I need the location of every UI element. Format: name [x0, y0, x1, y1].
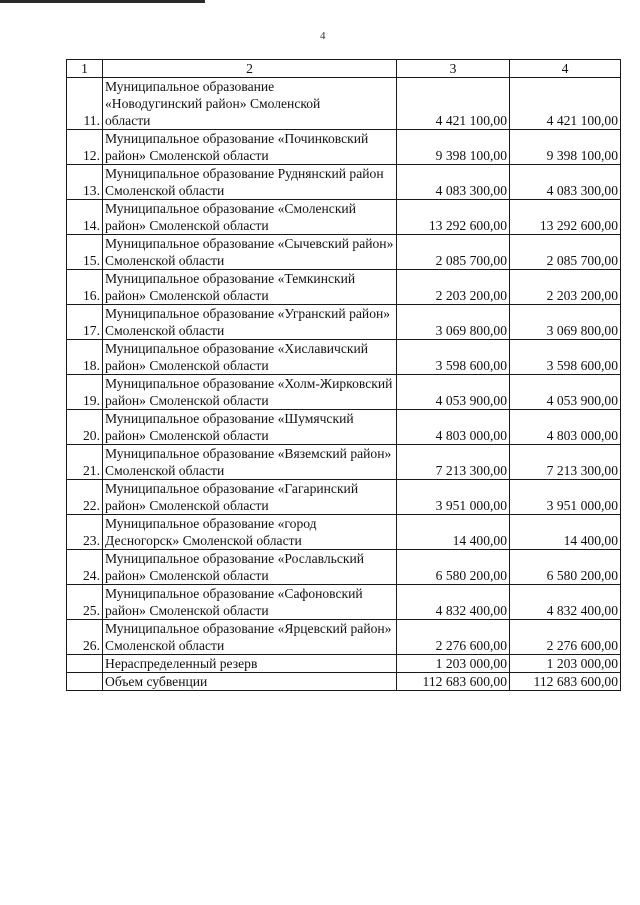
row-value-col4: 7 213 300,00	[510, 445, 621, 480]
row-value-col4: 2 085 700,00	[510, 235, 621, 270]
row-number: 21.	[67, 445, 103, 480]
header-col-2: 2	[103, 60, 397, 78]
row-value-col3: 3 598 600,00	[397, 340, 510, 375]
row-value-col3: 6 580 200,00	[397, 550, 510, 585]
row-number: 13.	[67, 165, 103, 200]
table-row	[67, 410, 621, 445]
subvention-table	[66, 59, 621, 691]
row-value-col4: 9 398 100,00	[510, 130, 621, 165]
row-value-col3: 3 069 800,00	[397, 305, 510, 340]
table-row	[67, 515, 621, 550]
header-col-1: 1	[67, 60, 103, 78]
row-name: Муниципальное образование «Сычевский район» Смоленской области	[103, 235, 397, 270]
table-row	[67, 445, 621, 480]
row-value-col4: 2 276 600,00	[510, 620, 621, 655]
row-value-col4: 4 832 400,00	[510, 585, 621, 620]
table-row	[67, 585, 621, 620]
row-name: Муниципальное образование «Ярцевский район» Смоленской области	[103, 620, 397, 655]
row-value-col3: 112 683 600,00	[397, 673, 510, 691]
row-value-col4: 1 203 000,00	[510, 655, 621, 673]
row-number: 12.	[67, 130, 103, 165]
row-value-col3: 2 276 600,00	[397, 620, 510, 655]
row-value-col3: 2 203 200,00	[397, 270, 510, 305]
header-col-3: 3	[397, 60, 510, 78]
table-row	[67, 340, 621, 375]
scan-edge-mark	[0, 0, 205, 3]
table-row	[67, 375, 621, 410]
row-number: 15.	[67, 235, 103, 270]
table-row	[67, 620, 621, 655]
table-row	[67, 78, 621, 130]
row-number: 11.	[67, 78, 103, 130]
table-row-reserve	[67, 655, 621, 673]
table-row	[67, 305, 621, 340]
row-name: Объем субвенции	[103, 673, 397, 691]
row-number: 26.	[67, 620, 103, 655]
row-number: 17.	[67, 305, 103, 340]
row-value-col3: 7 213 300,00	[397, 445, 510, 480]
row-name: Муниципальное образование «Гагаринский район» Смоленской области	[103, 480, 397, 515]
row-value-col3: 4 083 300,00	[397, 165, 510, 200]
row-name: Муниципальное образование «Рославльский район» Смоленской области	[103, 550, 397, 585]
row-number: 24.	[67, 550, 103, 585]
table-row	[67, 200, 621, 235]
row-number: 18.	[67, 340, 103, 375]
row-value-col4: 13 292 600,00	[510, 200, 621, 235]
row-value-col3: 4 421 100,00	[397, 78, 510, 130]
row-name: Нераспределенный резерв	[103, 655, 397, 673]
row-name: Муниципальное образование «Сафоновский район» Смоленской области	[103, 585, 397, 620]
row-number	[67, 673, 103, 691]
table-row	[67, 480, 621, 515]
table-row-total	[67, 673, 621, 691]
row-value-col3: 9 398 100,00	[397, 130, 510, 165]
row-value-col4: 112 683 600,00	[510, 673, 621, 691]
row-value-col4: 6 580 200,00	[510, 550, 621, 585]
row-value-col3: 2 085 700,00	[397, 235, 510, 270]
row-name: Муниципальное образование «город Десногорск» Смоленской области	[103, 515, 397, 550]
row-value-col3: 1 203 000,00	[397, 655, 510, 673]
row-number: 25.	[67, 585, 103, 620]
row-value-col3: 4 053 900,00	[397, 375, 510, 410]
row-number: 16.	[67, 270, 103, 305]
row-number: 23.	[67, 515, 103, 550]
row-name: Муниципальное образование «Угранский район» Смоленской области	[103, 305, 397, 340]
row-number: 22.	[67, 480, 103, 515]
row-value-col3: 4 832 400,00	[397, 585, 510, 620]
row-value-col4: 14 400,00	[510, 515, 621, 550]
row-value-col3: 3 951 000,00	[397, 480, 510, 515]
row-value-col4: 4 421 100,00	[510, 78, 621, 130]
row-name: Муниципальное образование «Вяземский район» Смоленской области	[103, 445, 397, 480]
header-row	[67, 60, 621, 78]
row-number: 19.	[67, 375, 103, 410]
row-name: Муниципальное образование «Холм-Жирковский район» Смоленской области	[103, 375, 397, 410]
table-row	[67, 165, 621, 200]
row-number: 20.	[67, 410, 103, 445]
row-name: Муниципальное образование «Смоленский район» Смоленской области	[103, 200, 397, 235]
page-number: 4	[320, 30, 326, 42]
row-value-col4: 3 069 800,00	[510, 305, 621, 340]
row-value-col4: 3 598 600,00	[510, 340, 621, 375]
row-name: Муниципальное образование «Хиславичский район» Смоленской области	[103, 340, 397, 375]
row-name: Муниципальное образование «Новодугинский район» Смоленской области	[103, 78, 397, 130]
row-number	[67, 655, 103, 673]
table-row	[67, 130, 621, 165]
row-value-col3: 14 400,00	[397, 515, 510, 550]
row-name: Муниципальное образование «Починковский район» Смоленской области	[103, 130, 397, 165]
row-value-col4: 4 803 000,00	[510, 410, 621, 445]
row-value-col4: 4 083 300,00	[510, 165, 621, 200]
row-value-col3: 4 803 000,00	[397, 410, 510, 445]
row-value-col4: 2 203 200,00	[510, 270, 621, 305]
row-number: 14.	[67, 200, 103, 235]
header-col-4: 4	[510, 60, 621, 78]
table-row	[67, 550, 621, 585]
table-row	[67, 270, 621, 305]
table-row	[67, 235, 621, 270]
row-name: Муниципальное образование «Темкинский район» Смоленской области	[103, 270, 397, 305]
row-value-col4: 4 053 900,00	[510, 375, 621, 410]
row-value-col4: 3 951 000,00	[510, 480, 621, 515]
row-value-col3: 13 292 600,00	[397, 200, 510, 235]
row-name: Муниципальное образование «Шумячский район» Смоленской области	[103, 410, 397, 445]
row-name: Муниципальное образование Руднянский район Смоленской области	[103, 165, 397, 200]
